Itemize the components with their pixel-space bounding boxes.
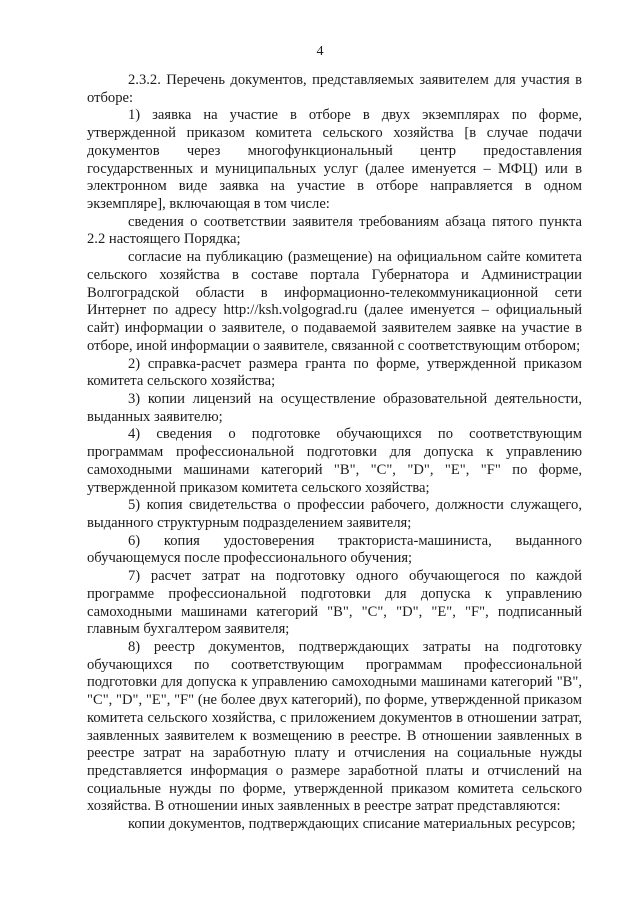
paragraph-item-8-document-register: 8) реестр документов, подтверждающих затраты на подготовку обучающихся по соответствующим программам профессиональной подготовки для допуска к управлению самоходными машинами категорий "B", "C", "D", "E", "F" (не более двух категорий), по форме, утвержденной приказом комитета сельского хозяйства, с приложением документов в отношении затрат, заявленных заявителем к возмещению в реестре. В отношении заявленных в реестре затрат на заработную плату и отчисления на социальные нужды представляется информация о размере заработной платы и отчислений на социальные нужды по форме, утвержденной приказом комитета сельского хозяйства. В отношении иных заявленных в реестре затрат представляются: bbox=[87, 639, 582, 815]
page-number: 4 bbox=[316, 44, 324, 59]
paragraph-item-7-cost-calculation: 7) расчет затрат на подготовку одного обучающегося по каждой программе профессиональной подготовки для допуска к управлению самоходными машинами категорий "B", "C", "D", "E", "F", подписанный главным бухгалтером заявителя; bbox=[87, 568, 582, 638]
paragraph-item-6-driver-license-copy: 6) копия удостоверения тракториста-машиниста, выданного обучающемуся после профессионального обучения; bbox=[87, 532, 582, 567]
paragraph-compliance-info: сведения о соответствии заявителя требованиям абзаца пятого пункта 2.2 настоящего Порядка; bbox=[87, 213, 582, 248]
paragraph-material-writeoff-copies: копии документов, подтверждающих списание материальных ресурсов; bbox=[128, 816, 576, 833]
paragraph-item-4-training-info: 4) сведения о подготовке обучающихся по соответствующим программам профессиональной подготовки для допуска к управлению самоходными машинами категорий "B", "C", "D", "E", "F" по форме, утвержденной приказом комитета сельского хозяйства; bbox=[87, 426, 582, 496]
paragraph-section-2-3-2-heading: 2.3.2. Перечень документов, представляемых заявителем для участия в отборе: bbox=[87, 72, 582, 106]
paragraph-item-5-certificate-copy: 5) копия свидетельства о профессии рабочего, должности служащего, выданного структурным подразделением заявителя; bbox=[87, 497, 582, 531]
document-body bbox=[87, 72, 582, 834]
paragraph-publication-consent: согласие на публикацию (размещение) на официальном сайте комитета сельского хозяйства в составе портала Губернатора и Администрации Волгоградской области в информационно-телекоммуникационной сети Интернет по адресу http://ksh.volgograd.ru (далее именуется – официальный сайт) информации о заявителе, о подаваемой заявителем заявке на участие в отборе, иной информации о заявителе, связанной с соответствующим отбором; bbox=[87, 249, 582, 354]
paragraph-item-2-grant-calculation: 2) справка-расчет размера гранта по форме, утвержденной приказом комитета сельского хозяйства; bbox=[87, 355, 582, 390]
paragraph-item-1-application: 1) заявка на участие в отборе в двух экземплярах по форме, утвержденной приказом комитета сельского хозяйства [в случае подачи документов через многофункциональный центр предоставления государственных и муниципальных услуг (далее именуется – МФЦ) или в электронном виде заявка на участие в отборе направляется в одном экземпляре], включающая в том числе: bbox=[87, 107, 582, 213]
paragraph-item-3-license-copies: 3) копии лицензий на осуществление образовательной деятельности, выданных заявителю; bbox=[87, 390, 582, 425]
